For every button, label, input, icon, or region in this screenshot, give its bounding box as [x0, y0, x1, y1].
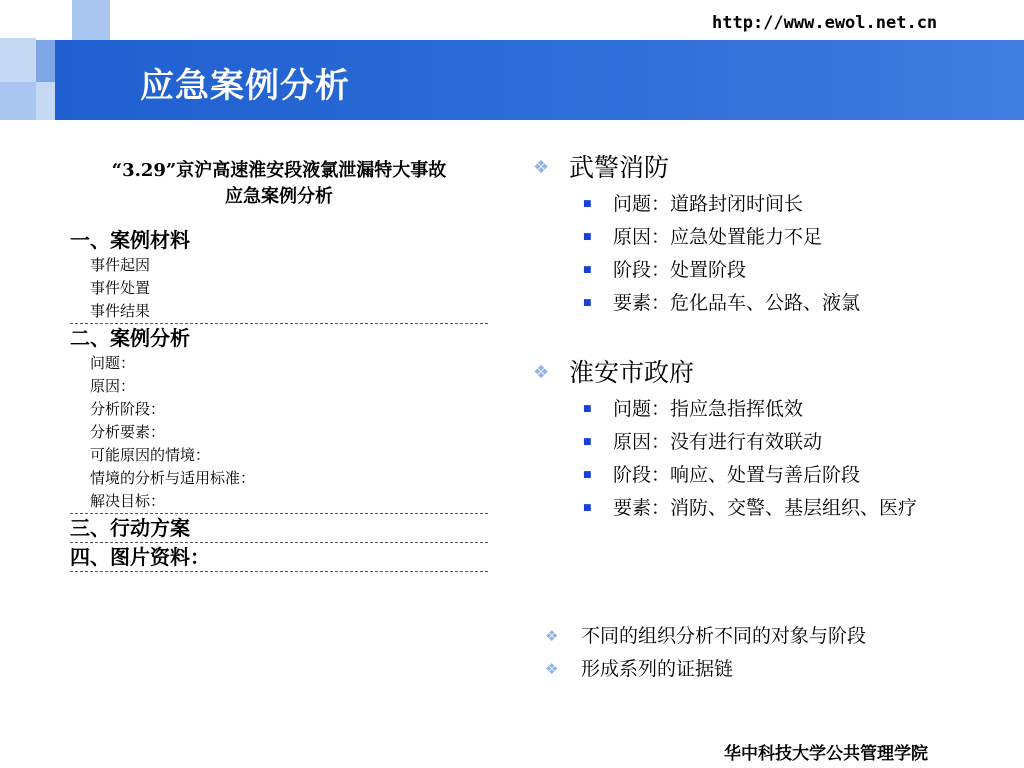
bullet-item	[533, 287, 973, 320]
bullet-text: 要素：消防、交警、基层组织、医疗	[613, 497, 918, 519]
group-heading-label: 淮安市政府	[569, 358, 695, 387]
page-title: 应急案例分析	[140, 66, 350, 106]
diamond-bullet-icon: ❖	[545, 660, 559, 678]
bullet-item	[533, 393, 973, 426]
document-title-line: “3.29”京沪高速淮安段液氯泄漏特大事故	[111, 160, 447, 181]
square-bullet-icon: ■	[583, 437, 592, 447]
square-bullet-icon: ■	[583, 199, 592, 209]
note-item	[545, 653, 866, 686]
bullet-text: 原因：没有进行有效联动	[613, 431, 823, 453]
site-url: http://www.ewol.net.cn	[712, 13, 938, 33]
summary-notes	[545, 620, 866, 686]
bullet-text: 阶段：响应、处置与善后阶段	[613, 464, 861, 486]
section-item: 事件起因	[90, 256, 151, 274]
deco-square	[0, 82, 36, 120]
section-item: 可能原因的情境：	[90, 446, 211, 464]
section-item: 情境的分析与适用标准：	[90, 469, 256, 487]
document-title	[70, 158, 488, 210]
bullet-text: 问题：指应急指挥低效	[613, 398, 804, 420]
analysis-groups	[533, 148, 973, 525]
square-bullet-icon: ■	[583, 265, 592, 275]
diamond-bullet-icon: ❖	[545, 627, 559, 645]
bullet-item	[533, 492, 973, 525]
note-item	[545, 620, 866, 653]
section-item: 事件结果	[90, 302, 151, 320]
section-item: 分析要素：	[90, 423, 166, 441]
bullet-text: 要素：危化品车、公路、液氯	[613, 292, 861, 314]
square-bullet-icon: ■	[583, 232, 592, 242]
diamond-bullet-icon: ❖	[533, 362, 550, 383]
bullet-item	[533, 426, 973, 459]
document-title-line: 应急案例分析	[225, 186, 333, 207]
section-item: 问题：	[90, 354, 136, 372]
bullet-item	[533, 188, 973, 221]
footer-institution: 华中科技大学公共管理学院	[724, 744, 928, 764]
section-heading: 三、行动方案	[70, 516, 190, 540]
square-bullet-icon: ■	[583, 470, 592, 480]
square-bullet-icon: ■	[583, 298, 592, 308]
section-item: 原因：	[90, 377, 136, 395]
section-heading: 二、案例分析	[70, 326, 190, 350]
deco-square	[0, 38, 36, 82]
bullet-item	[533, 459, 973, 492]
dashed-divider	[70, 571, 488, 572]
section-item: 分析阶段：	[90, 400, 166, 418]
square-bullet-icon: ■	[583, 404, 592, 414]
section-heading: 一、案例材料	[70, 228, 190, 252]
bullet-item	[533, 254, 973, 287]
section-item: 事件处置	[90, 279, 151, 297]
deco-square	[72, 0, 110, 40]
group-heading	[533, 148, 973, 188]
section-item: 解决目标：	[90, 492, 166, 510]
case-document	[70, 158, 488, 572]
note-text: 不同的组织分析不同的对象与阶段	[581, 625, 867, 647]
section-heading: 四、图片资料：	[70, 545, 210, 569]
note-text: 形成系列的证据链	[581, 658, 734, 680]
group-heading-label: 武警消防	[569, 153, 670, 182]
bullet-item	[533, 221, 973, 254]
diamond-bullet-icon: ❖	[533, 157, 550, 178]
bullet-text: 阶段：处置阶段	[613, 259, 747, 281]
group-heading	[533, 353, 973, 393]
bullet-text: 原因：应急处置能力不足	[613, 226, 823, 248]
square-bullet-icon: ■	[583, 503, 592, 513]
bullet-text: 问题：道路封闭时间长	[613, 193, 804, 215]
